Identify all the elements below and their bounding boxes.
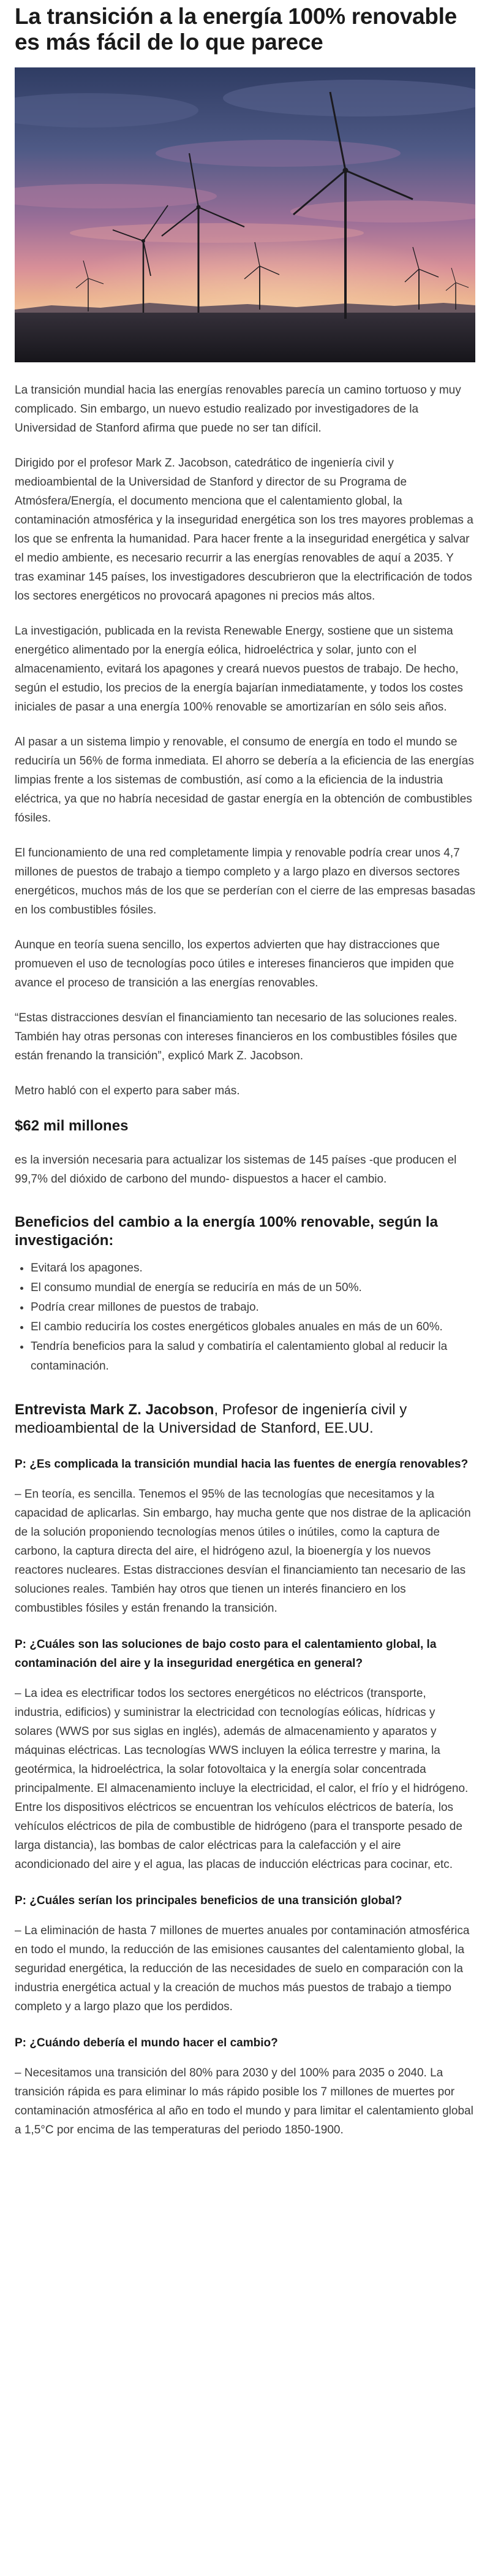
interview-question: P: ¿Cuándo debería el mundo hacer el cambio? (15, 2037, 278, 2049)
article-paragraph: Aunque en teoría suena sencillo, los expertos advierten que hay distracciones que promueven el uso de tecnologías poco útiles e intereses financieros que impiden que avance el proceso de transición a las energías renovables. (15, 939, 454, 989)
article-paragraph: Al pasar a un sistema limpio y renovable, el consumo de energía en todo el mundo se reduciría un 56% de forma inmediata. El ahorro se debería a la eficiencia de las energías limpias frente a los sistemas de combustión, así como a la eficiencia de la industria eléctrica, ya que no habría necesidad de gastar energía en la obtención de combustibles fósiles. (15, 736, 474, 825)
stat-description: es la inversión necesaria para actualizar los sistemas de 145 países -que producen el 99,7% del dióxido de carbono del mundo- dispuestos a hacer el cambio. (15, 1154, 457, 1186)
interview-answer: – La idea es electrificar todos los sectores energéticos no eléctricos (transporte, industria, edificios) y suministrar la electricidad con tecnologías eólicas, hídricas y solares (WWS por sus siglas en inglés), además de almacenamiento y aparatos y máquinas eléctricas. Las tecnologías WWS incluyen la eólica terrestre y marina, la geotérmica, la hidroeléctrica, la solar fotovoltaica y la energía solar concentrada principalmente. El almacenamiento incluye la electricidad, el calor, el frío y el hidrógeno. Entre los dispositivos eléctricos se encuentran los vehículos eléctricos de batería, los vehículos eléctricos de pila de combustible de hidrógeno (para el transporte pesado de larga distancia), las bombas de calor eléctricas para la calefacción y el aire acondicionado del aire y el agua, las placas de inducción eléctricas para cocinar, etc. (15, 1687, 469, 1871)
benefits-heading: Beneficios del cambio a la energía 100% renovable, según la investigación: (15, 1214, 438, 1249)
article-paragraph: La transición mundial hacia las energías renovables parecía un camino tortuoso y muy complicado. Sin embargo, un nuevo estudio realizado por investigadores de la Universidad de Stanford afirma que puede no ser tan difícil. (15, 384, 461, 435)
article-paragraph: La investigación, publicada en la revista Renewable Energy, sostiene que un sistema energético alimentado por la energía eólica, hidroeléctrica y solar, junto con el almacenamiento, evitará los apagones y creará nuevos puestos de trabajo. De hecho, según el estudio, los precios de la energía bajarían inmediatamente, y todos los costes iniciales de pasar a una energía 100% renovable se amortizarían en sólo seis años. (15, 625, 463, 714)
interviewee-name: Entrevista Mark Z. Jacobson (15, 1401, 214, 1418)
interviewee-role: , Profesor de ingeniería civil y medioambiental de la Universidad de Stanford, EE.UU. (15, 1401, 407, 1436)
list-item: • Podría crear millones de puestos de trabajo. (31, 1298, 475, 1317)
list-item: • El cambio reduciría los costes energéticos globales anuales en más de un 60%. (31, 1317, 475, 1337)
wind-turbines-photo (15, 67, 475, 362)
article-quote: “Estas distracciones desvían el financiamiento tan necesario de las soluciones reales. También hay otras personas con intereses financieros en los combustibles fósiles que están frenando la transición”, explicó Mark Z. Jacobson. (15, 1012, 458, 1062)
list-item: • Evitará los apagones. (31, 1259, 475, 1278)
interview-answer: – La eliminación de hasta 7 millones de muertes anuales por contaminación atmosférica en todo el mundo, la reducción de las emisiones causantes del calentamiento global, la seguridad energética, la reducción de las necesidades de suelo en comparación con la industria energética actual y la creación de muchos más puestos de trabajo a tiempo completo y a largo plazo que los perdidos. (15, 1924, 470, 2013)
list-item: • El consumo mundial de energía se reduciría en más de un 50%. (31, 1278, 475, 1298)
article (0, 4, 490, 2140)
stat-value: $62 mil millones (15, 1118, 129, 1134)
article-paragraph: Dirigido por el profesor Mark Z. Jacobson, catedrático de ingeniería civil y medioambiental de la Universidad de Stanford y director de su Programa de Atmósfera/Energía, el documento menciona que el calentamiento global, la contaminación atmosférica y la inseguridad energética son los tres mayores problemas a los que se enfrenta la humanidad. Para hacer frente a la inseguridad energética y salvar el medio ambiente, es necesario recurrir a las energías renovables de aquí a 2035. Y tras examinar 145 países, los investigadores descubrieron que la electrificación de todos los sectores energéticos no provocará apagones ni precios más altos. (15, 457, 473, 603)
article-title: La transición a la energía 100% renovable es más fácil de lo que parece (15, 4, 457, 55)
interview-answer: – En teoría, es sencilla. Tenemos el 95% de las tecnologías que necesitamos y la capacidad de aplicarlas. Sin embargo, hay mucha gente que nos distrae de la aplicación de la solución proponiendo tecnologías menos útiles o inútiles, como la captura de carbono, la captura directa del aire, el hidrógeno azul, la bioenergía y los nuevos reactores nucleares. Estas distracciones desvían el financiamiento tan necesario de las soluciones reales. También hay otros que tienen un interés financiero en los combustibles fósiles y están frenando la transición. (15, 1488, 471, 1615)
benefits-list (15, 1259, 475, 1376)
list-item: • Tendría beneficios para la salud y combatiría el calentamiento global al reducir la contaminación. (31, 1337, 475, 1376)
interview-heading (15, 1401, 475, 1438)
hero-image-wind-turbines (15, 67, 475, 362)
interview-question: P: ¿Es complicada la transición mundial hacia las fuentes de energía renovables? (15, 1458, 469, 1471)
article-paragraph: Metro habló con el experto para saber más. (15, 1084, 240, 1097)
article-paragraph: El funcionamiento de una red completamente limpia y renovable podría crear unos 4,7 millones de puestos de trabajo a tiempo completo y a largo plazo en diversos sectores energéticos, muchos más de los que se perderían con el cierre de las empresas basadas en los combustibles fósiles. (15, 847, 475, 916)
interview-answer: – Necesitamos una transición del 80% para 2030 y del 100% para 2035 o 2040. La transición rápida es para eliminar lo más rápido posible los 7 millones de muertes por contaminación atmosférica al año en todo el mundo y para limitar el calentamiento global a 1,5°C por encima de las temperaturas del periodo 1850-1900. (15, 2067, 473, 2136)
interview-question: P: ¿Cuáles son las soluciones de bajo costo para el calentamiento global, la contaminación del aire y la inseguridad energética en general? (15, 1638, 437, 1670)
interview-question: P: ¿Cuáles serían los principales beneficios de una transición global? (15, 1894, 402, 1907)
